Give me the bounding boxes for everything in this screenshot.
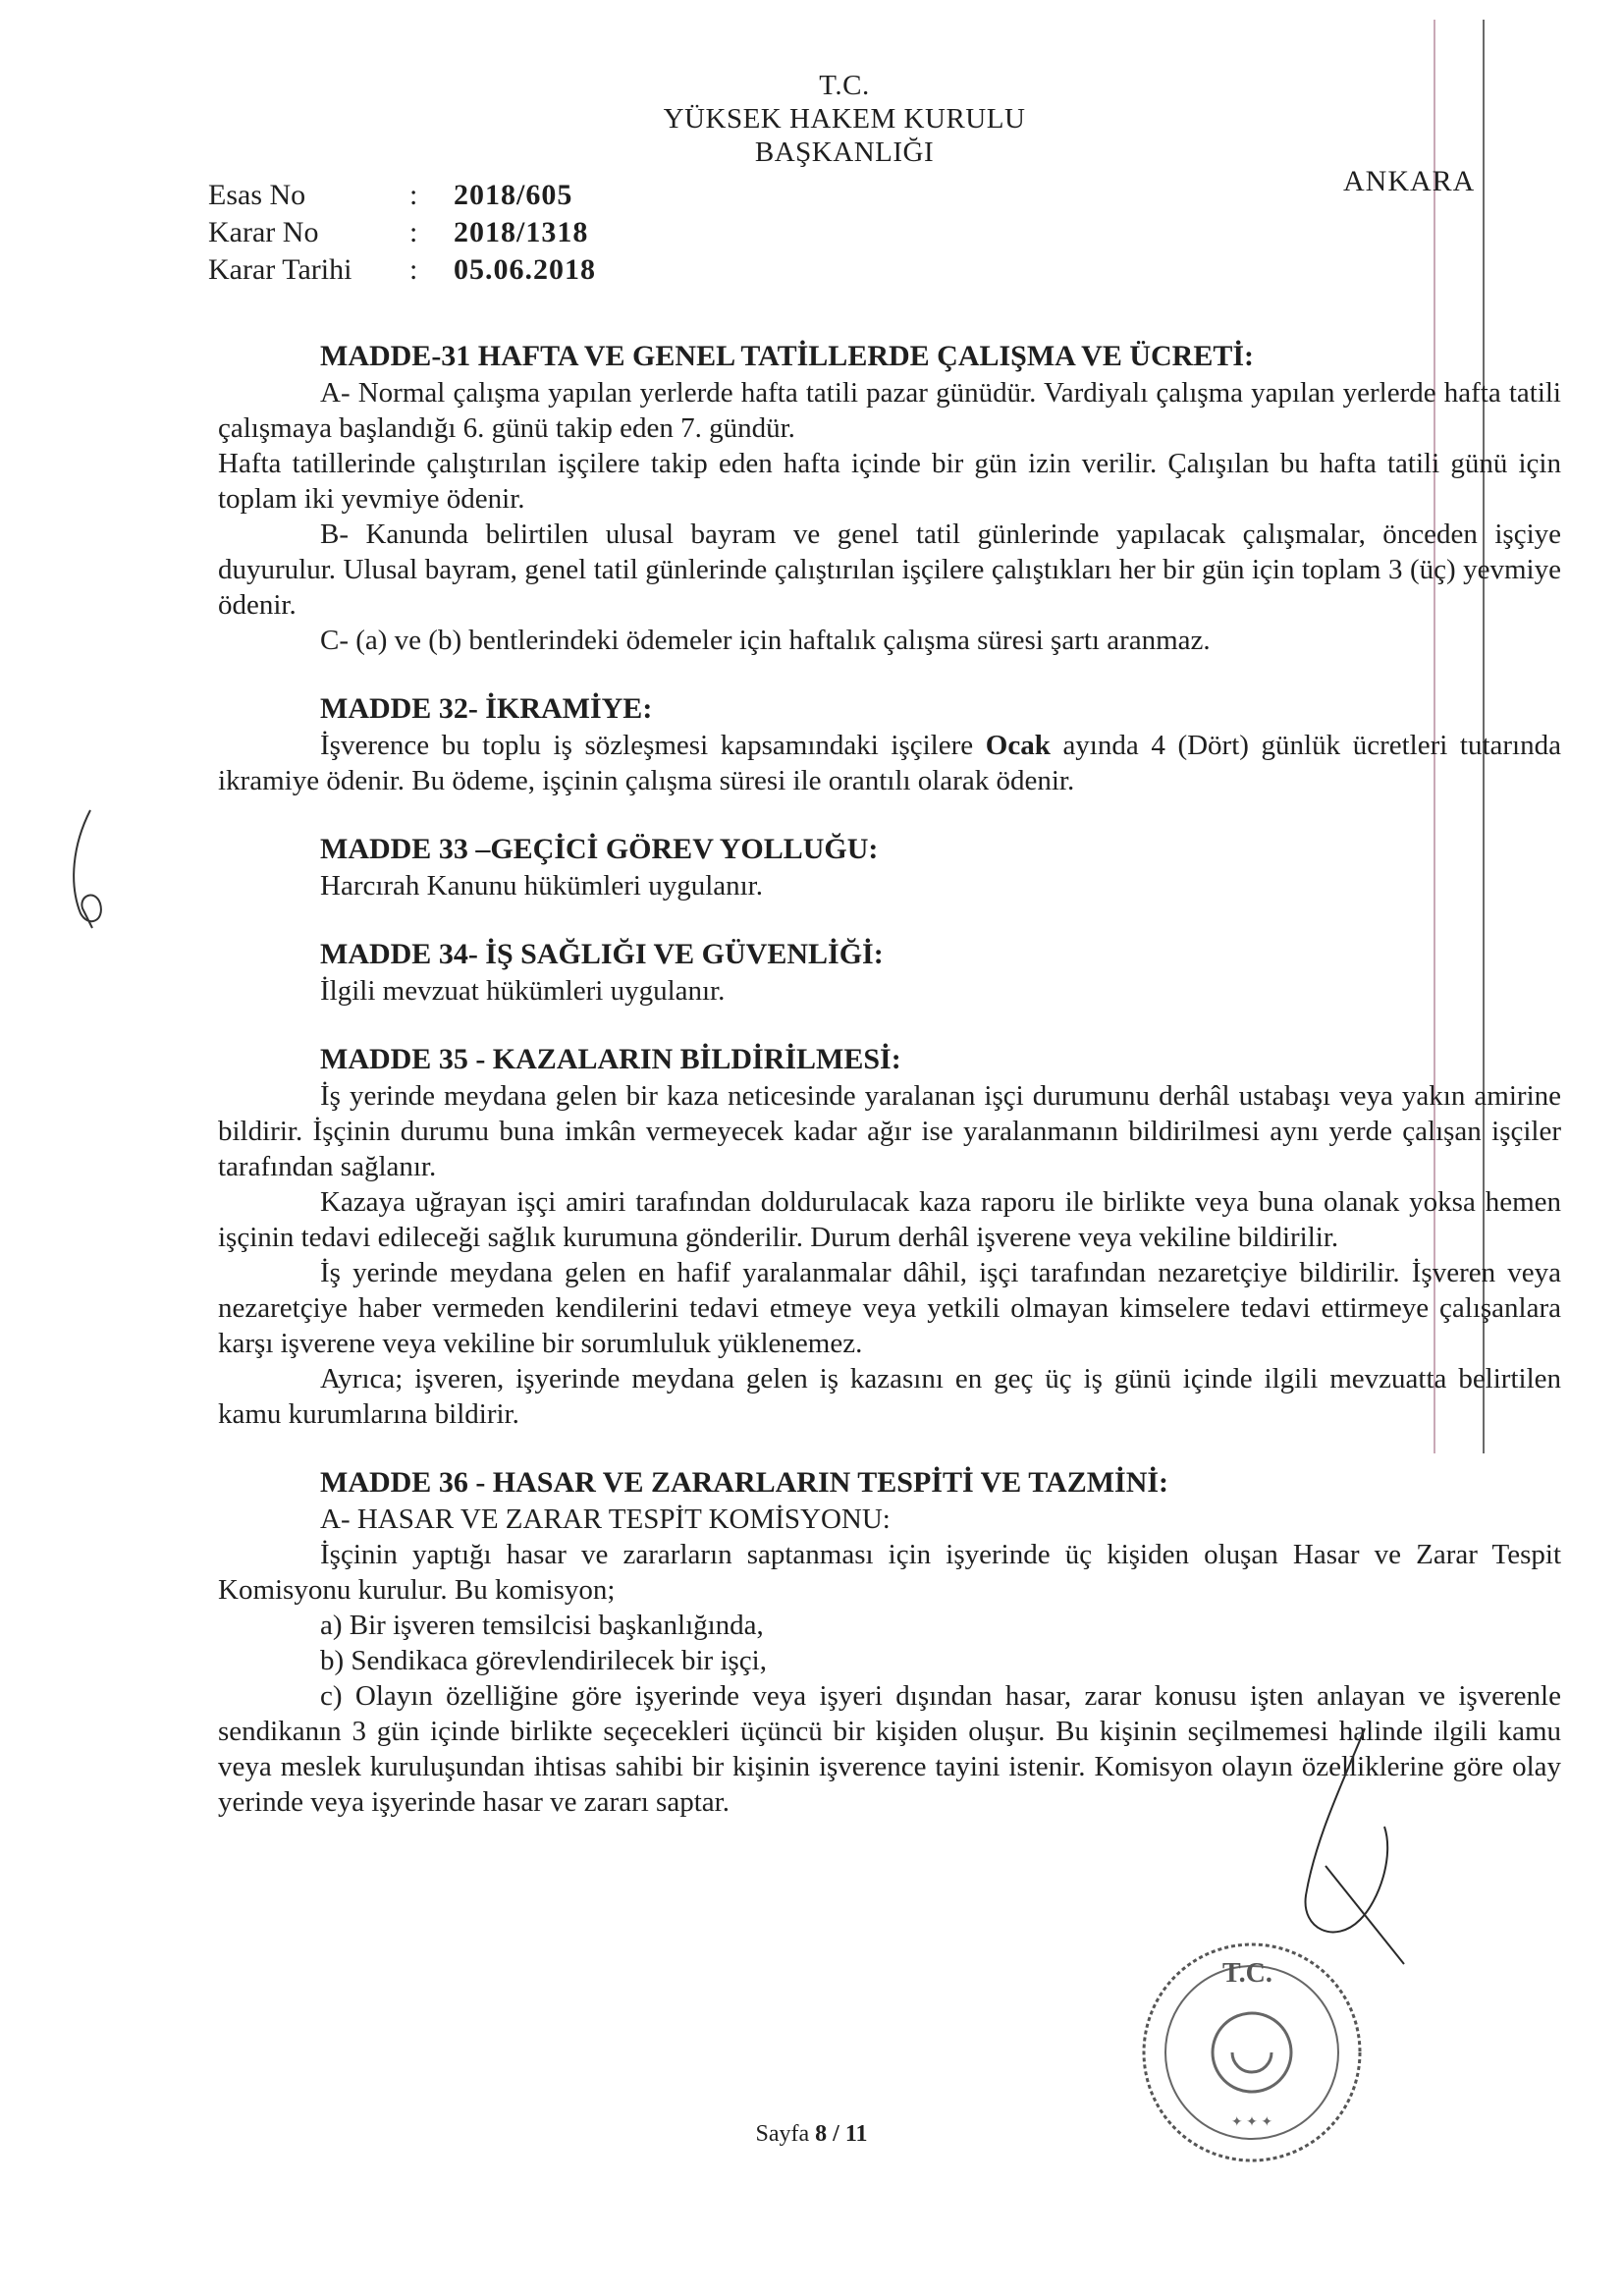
article-32 [218,691,1561,798]
article-31-title: MADDE-31 HAFTA VE GENEL TATİLLERDE ÇALIŞMA VE ÜCRETİ: [320,340,1255,372]
article-31-paragraph-b: B- Kanunda belirtilen ulusal bayram ve genel tatil günlerinde yapılacak çalışmalar, önceden işçiye duyurulur. Ulusal bayram, genel tatil günlerinde çalıştırılan işçilere çalıştıkları her bir gün için toplam 3 (üç) yevmiye ödenir. [218,519,1561,621]
article-32-paragraph [218,728,1561,798]
article-31-paragraph-a: A- Normal çalışma yapılan yerlerde hafta tatili pazar günüdür. Vardiyalı çalışma yapılan yerlerde hafta tatili çalışmaya başlandığı 6. günü takip eden 7. gündür. [218,377,1561,444]
article-31-paragraph-c: C- (a) ve (b) bentlerindeki ödemeler için haftalık çalışma süresi şartı aranmaz. [320,625,1211,656]
article-35-paragraph-4: Ayrıca; işveren, işyerinde meydana gelen iş kazasını en geç üç iş günü içinde ilgili mevzuatta belirtilen kamu kurumlarına bildirir. [218,1363,1561,1430]
header-line-3: BAŞKANLIĞI [754,137,935,168]
article-35-title: MADDE 35 - KAZALARIN BİLDİRİLMESİ: [320,1043,901,1075]
esas-label: Esas No [208,179,306,211]
svg-text:✦ ✦ ✦: ✦ ✦ ✦ [1230,2115,1273,2130]
article-32-text-pre: İşverence bu toplu iş sözleşmesi kapsamındaki işçilere [320,730,986,761]
header-city: ANKARA [1343,165,1476,197]
article-34-title: MADDE 34- İŞ SAĞLIĞI VE GÜVENLİĞİ: [320,938,884,970]
article-36-item-b: b) Sendikaca görevlendirilecek bir işçi, [320,1645,767,1676]
article-34 [218,937,1561,1009]
karar-row [208,214,596,251]
meta-separator: : [409,253,418,286]
header-line-2: YÜKSEK HAKEM KURULU [663,103,1026,135]
article-32-month: Ocak [985,730,1051,761]
article-36-item-c: c) Olayın özelliğine göre işyerinde veya işyeri dışından hasar, zarar konusu işten anlayan ve işverenle sendikanın 3 gün içinde birlikte seçecekleri üçüncü bir kişiden oluşur. Bu kişinin seçilmemesi halinde ilgili kamu veya meslek kuruluşundan ihtisas sahibi bir kişinin işverence tayini istenir. Komisyon olayın özelliklerine göre olay yerinde veya işyerinde hasar ve zararı saptar. [218,1680,1561,1818]
tarih-label: Karar Tarihi [208,253,352,286]
article-36-paragraph-1: İşçinin yaptığı hasar ve zararların saptanması için işyerinde üç kişiden oluşan Hasar ve Zarar Tespit Komisyonu kurulur. Bu komisyon; [218,1539,1561,1606]
page-number: 8 / 11 [815,2121,868,2147]
article-31-paragraph-2: Hafta tatillerinde çalıştırılan işçilere takip eden hafta içinde bir gün izin verilir. Çalışılan bu hafta tatili günü için toplam iki yevmiye ödenir. [218,448,1561,515]
article-35 [218,1042,1561,1432]
article-33-paragraph: Harcırah Kanunu hükümleri uygulanır. [320,870,763,902]
meta-separator: : [409,216,418,248]
document-header [589,69,1100,169]
article-35-paragraph-1: İş yerinde meydana gelen bir kaza neticesinde yaralanan işçi durumunu derhâl ustabaşı veya yakın amirine bildirir. İşçinin durumu buna imkân vermeyecek kadar ağır ise yaralanmanın bildirilmesi aynı yerde çalışan işçiler tarafından sağlanır. [218,1080,1561,1182]
esas-row [208,177,596,214]
case-meta [208,177,596,289]
article-32-text-post: ayında 4 (Dört) günlük ücretleri tutarında ikramiye ödenir. Bu ödeme, işçinin çalışma süresi ile orantılı olarak ödenir. [218,730,1561,796]
tarih-row [208,251,596,289]
karar-label: Karar No [208,216,319,248]
page-footer [0,2121,1623,2148]
article-36-title: MADDE 36 - HASAR VE ZARARLARIN TESPİTİ VE TAZMİNİ: [320,1466,1169,1499]
meta-separator: : [409,179,418,211]
document-body [218,339,1561,1853]
tarih-value: 05.06.2018 [454,253,596,286]
article-33 [218,832,1561,903]
karar-value: 2018/1318 [454,216,589,248]
svg-text:T.C.: T.C. [1222,1958,1272,1989]
article-33-title: MADDE 33 –GEÇİCİ GÖREV YOLLUĞU: [320,833,879,865]
article-35-paragraph-3: İş yerinde meydana gelen en hafif yaralanmalar dâhil, işçi tarafından nezaretçiye bildirilir. İşveren veya nezaretçiye haber vermeden kendilerini tedavi etmeye veya yetkili olmayan kimselere tedavi ettirmeye çalışanlara karşı işverene veya vekiline bir sorumluluk yüklenemez. [218,1257,1561,1359]
page-label: Sayfa [755,2121,810,2147]
article-32-title: MADDE 32- İKRAMİYE: [320,692,653,725]
header-line-1: T.C. [819,70,870,101]
article-36-subheading: A- HASAR VE ZARAR TESPİT KOMİSYONU: [320,1503,891,1535]
article-36-item-a: a) Bir işveren temsilcisi başkanlığında, [320,1610,764,1641]
esas-value: 2018/605 [454,179,573,211]
article-35-paragraph-2: Kazaya uğrayan işçi amiri tarafından doldurulacak kaza raporu ile birlikte veya buna olanak yoksa hemen işçinin tedavi edileceği sağlık kurumuna gönderilir. Durum derhâl işverene veya vekiline bildirilir. [218,1186,1561,1253]
article-31 [218,339,1561,658]
handwritten-margin-note [61,805,120,933]
article-34-paragraph: İlgili mevzuat hükümleri uygulanır. [320,975,726,1007]
